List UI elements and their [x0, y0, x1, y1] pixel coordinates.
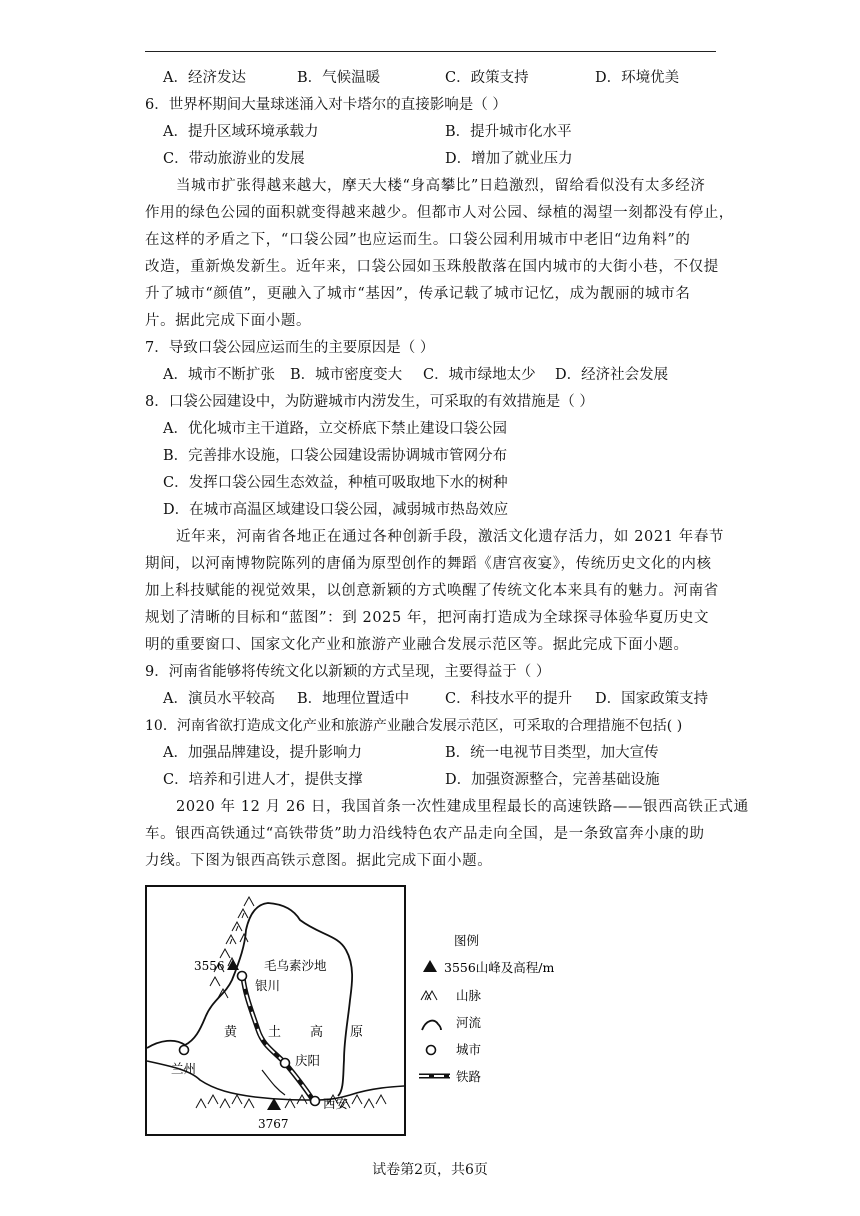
city-label-lanzhou: 兰州 — [171, 1061, 197, 1076]
passage2-line: 规划了清晰的目标和“蓝图”：到 2025 年，把河南打造成为全球探寻体验华夏历史文 — [145, 610, 710, 626]
q9-option-b[interactable]: B．地理位置适中 — [297, 691, 410, 707]
city-xian-icon — [311, 1097, 320, 1106]
q9-stem: 9．河南省能够将传统文化以新颖的方式呈现，主要得益于（ ） — [145, 664, 551, 680]
q9-option-a[interactable]: A．演员水平较高 — [163, 691, 275, 707]
q8-option-c[interactable]: C．发挥口袋公园生态效益，种植可吸取地下水的树种 — [163, 475, 508, 491]
plateau-label-char: 高 — [310, 1025, 324, 1040]
peak-label-1: 3556 — [194, 959, 225, 973]
map-frame — [146, 886, 405, 1135]
passage1-line: 改造，重新焕发新生。近年来，口袋公园如玉珠般散落在国内城市的大街小巷，不仅提 — [145, 259, 719, 275]
q7-stem: 7．导致口袋公园应运而生的主要原因是（ ） — [145, 340, 435, 356]
legend-river-icon — [422, 1021, 441, 1030]
city-yinchuan-icon — [238, 972, 247, 981]
legend-peak-label: 3556山峰及高程/m — [444, 960, 555, 975]
passage3-line: 力线。下图为银西高铁示意图。据此完成下面小题。 — [145, 853, 493, 869]
q7-option-d[interactable]: D．经济社会发展 — [555, 367, 669, 383]
q8-option-a[interactable]: A．优化城市主干道路，立交桥底下禁止建设口袋公园 — [163, 421, 507, 437]
passage2-line: 加上科技赋能的视觉效果，以创意新颖的方式唤醒了传统文化本来具有的魅力。河南省 — [145, 583, 719, 599]
legend-peak-icon — [423, 960, 437, 972]
plateau-label-char: 土 — [268, 1025, 282, 1040]
legend-mountain-icon — [421, 991, 437, 1000]
plateau-label-char: 黄 — [224, 1025, 238, 1040]
plateau-label-char: 原 — [350, 1025, 364, 1040]
q8-stem: 8．口袋公园建设中，为防避城市内涝发生，可采取的有效措施是（ ） — [145, 394, 594, 410]
passage3-line: 2020 年 12 月 26 日，我国首条一次性建成里程最长的高速铁路——银西高铁正式通 — [176, 799, 749, 815]
mountain-range-qinling — [196, 1095, 386, 1108]
q5-option-d[interactable]: D．环境优美 — [595, 70, 680, 86]
q6-option-a[interactable]: A．提升区域环境承载力 — [163, 124, 319, 140]
q10-stem: 10．河南省欲打造成文化产业和旅游产业融合发展示范区，可采取的合理措施不包括( ) — [145, 718, 683, 734]
passage1-line: 在这样的矛盾之下，“口袋公园”也应运而生。口袋公园利用城市中老旧“边角料”的 — [145, 232, 691, 248]
map-legend — [419, 933, 555, 1084]
passage1-line: 当城市扩张得越来越大，摩天大楼“身高攀比”日趋激烈，留给看似没有太多经济 — [176, 178, 706, 194]
legend-mountain-label: 山脉 — [456, 988, 482, 1003]
q7-option-c[interactable]: C．城市绿地太少 — [423, 367, 536, 383]
q5-option-c[interactable]: C．政策支持 — [445, 70, 529, 86]
legend-city-icon — [427, 1046, 436, 1055]
city-label-qingyang: 庆阳 — [295, 1053, 321, 1068]
passage3-line: 车。银西高铁通过“高铁带货”助力沿线特色农产品走向全国，是一条致富奔小康的助 — [145, 826, 705, 842]
passage1-line: 升了城市“颜值”，更融入了城市“基因”，传承记载了城市记忆，成为靓丽的城市名 — [145, 286, 691, 302]
q8-option-d[interactable]: D．在城市高温区域建设口袋公园，减弱城市热岛效应 — [163, 502, 509, 518]
city-qingyang-icon — [281, 1059, 290, 1068]
q10-option-c[interactable]: C．培养和引进人才，提供支撑 — [163, 772, 363, 788]
passage1-line: 片。据此完成下面小题。 — [145, 313, 312, 329]
q10-option-a[interactable]: A．加强品牌建设，提升影响力 — [163, 745, 362, 761]
q6-option-d[interactable]: D．增加了就业压力 — [445, 151, 573, 167]
desert-label: 毛乌素沙地 — [264, 958, 327, 973]
q6-option-c[interactable]: C．带动旅游业的发展 — [163, 151, 305, 167]
river-wei — [262, 1070, 285, 1095]
q6-option-b[interactable]: B．提升城市化水平 — [445, 124, 572, 140]
legend-city-label: 城市 — [456, 1042, 482, 1057]
q9-option-c[interactable]: C．科技水平的提升 — [445, 691, 573, 707]
city-lanzhou-icon — [180, 1046, 189, 1055]
passage2-line: 明的重要窗口、国家文化产业和旅游产业融合发展示范区等。据此完成下面小题。 — [145, 637, 689, 653]
legend-title: 图例 — [454, 933, 480, 948]
q8-option-b[interactable]: B．完善排水设施，口袋公园建设需协调城市管网分布 — [163, 448, 508, 464]
q7-option-a[interactable]: A．城市不断扩张 — [163, 367, 275, 383]
passage1-line: 作用的绿色公园的面积就变得越来越少。但都市人对公园、绿植的渴望一刻都没有停止， — [145, 205, 734, 221]
legend-river-label: 河流 — [456, 1015, 482, 1030]
mountain-range-helan — [210, 897, 254, 998]
peak-label-2: 3767 — [258, 1117, 289, 1131]
page-footer: 试卷第2页，共6页 — [372, 1162, 488, 1178]
q5-option-b[interactable]: B．气候温暖 — [297, 70, 381, 86]
q6-stem: 6．世界杯期间大量球迷涌入对卡塔尔的直接影响是（ ） — [145, 97, 507, 113]
q7-option-b[interactable]: B．城市密度变大 — [290, 367, 403, 383]
q10-option-d[interactable]: D．加强资源整合，完善基础设施 — [445, 772, 660, 788]
q9-option-d[interactable]: D．国家政策支持 — [595, 691, 709, 707]
q10-option-b[interactable]: B．统一电视节目类型，加大宣传 — [445, 745, 659, 761]
passage2-line: 近年来，河南省各地正在通过各种创新手段，激活文化遗存活力，如 2021 年春节 — [176, 529, 725, 545]
city-label-yinchuan: 银川 — [255, 978, 281, 993]
legend-rail-label: 铁路 — [456, 1069, 482, 1084]
passage2-line: 期间，以河南博物院陈列的唐俑为原型创作的舞蹈《唐宫夜宴》，传统历史文化的内核 — [145, 556, 712, 572]
city-label-xian: 西安 — [323, 1096, 349, 1111]
q5-option-a[interactable]: A．经济发达 — [163, 70, 246, 86]
